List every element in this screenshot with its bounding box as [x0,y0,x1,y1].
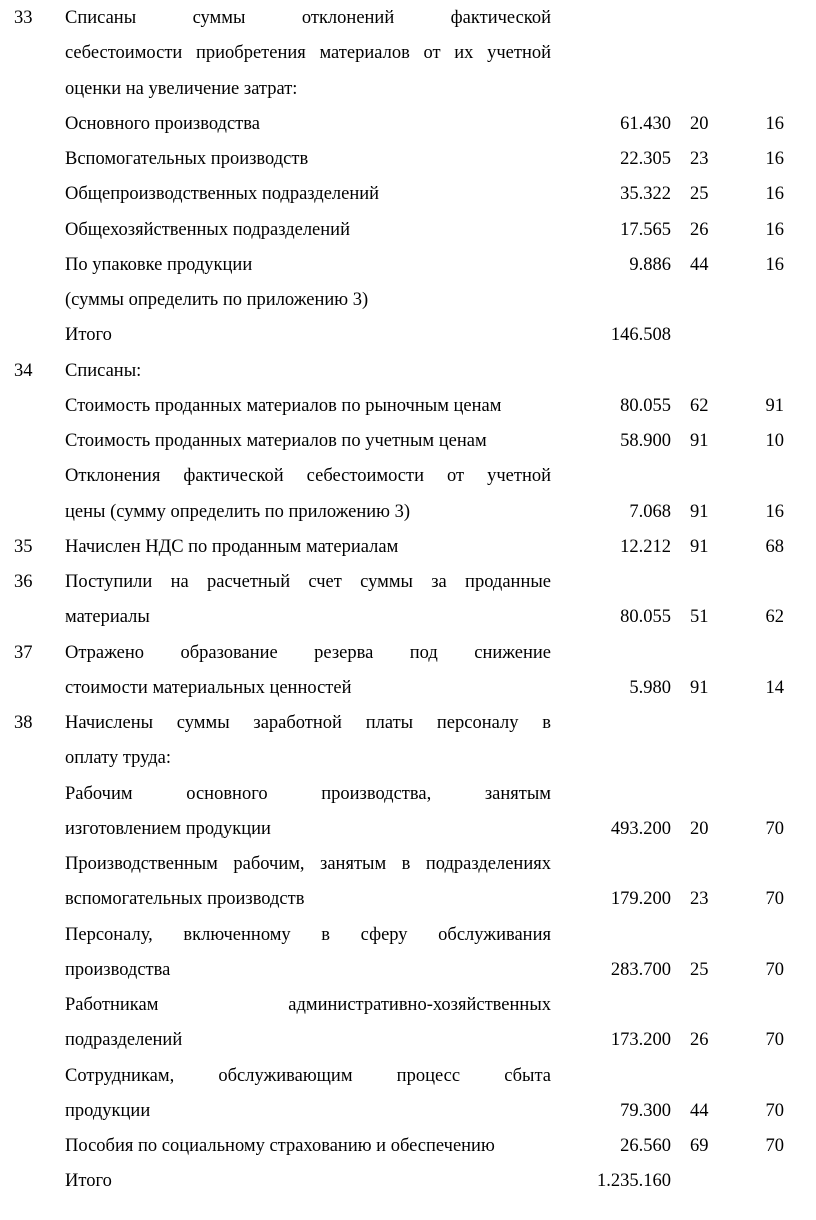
table-row [0,318,816,353]
entry-number: 33 [14,8,33,28]
table-row [0,918,816,953]
table-row [0,636,816,671]
entry-description: (суммы определить по приложению 3) [65,290,369,310]
entry-description: Списаны: [65,360,142,381]
credit-account: 16 [765,113,784,134]
entry-amount: 493.200 [610,818,671,839]
entry-description: продукции [65,1100,151,1121]
entry-amount: 35.322 [620,184,671,205]
table-row [0,1094,816,1129]
credit-account: 62 [765,607,784,628]
debit-account: 51 [690,607,709,628]
table-row [0,72,816,107]
credit-account: 68 [765,536,784,557]
table-row [0,988,816,1023]
entry-description: Списаны суммы отклонений фактической [65,8,551,28]
table-row [0,600,816,635]
table-row [0,882,816,917]
entry-description: Стоимость проданных материалов по рыночным ценам [65,395,502,416]
entry-description: изготовлением продукции [65,818,271,839]
entry-description: Персоналу, включенному в сферу обслуживания [65,924,551,945]
entry-description: Итого [65,325,112,346]
entry-description: стоимости материальных ценностей [65,677,352,698]
entry-description: Работникам административно-хозяйственных [65,995,551,1015]
debit-account: 91 [690,536,709,557]
table-row [0,1129,816,1164]
entry-amount: 61.430 [620,113,671,134]
entry-description: Начислен НДС по проданным материалам [65,536,399,557]
table-row [0,812,816,847]
entry-number: 38 [14,713,33,733]
entry-description: Производственным рабочим, занятым в подразделениях [65,854,551,874]
table-row [0,459,816,494]
debit-account: 91 [690,501,709,522]
entry-description: Основного производства [65,113,260,134]
entry-number: 37 [14,642,33,663]
entry-description: Пособия по социальному страхованию и обеспечению [65,1136,495,1156]
entry-description: Отражено образование резерва под снижение [65,642,551,663]
entry-description: цены (сумму определить по приложению 3) [65,501,411,522]
debit-account: 23 [690,889,709,910]
entry-description: Стоимость проданных материалов по учетным ценам [65,431,487,451]
debit-account: 20 [690,113,709,134]
credit-account: 14 [765,677,784,698]
credit-account: 70 [765,889,784,910]
table-row [0,248,816,283]
entry-description: По упаковке продукции [65,254,253,275]
table-row [0,565,816,600]
entry-amount: 7.068 [629,501,671,522]
debit-account: 25 [690,959,709,980]
entry-number: 34 [14,360,33,381]
table-row [0,706,816,741]
debit-account: 26 [690,219,709,240]
table-row [0,671,816,706]
credit-account: 70 [765,818,784,839]
table-row [0,424,816,459]
entry-number: 36 [14,572,33,592]
debit-account: 91 [690,677,709,698]
entry-amount: 1.235.160 [597,1171,671,1192]
entry-description: подразделений [65,1030,183,1051]
table-row [0,142,816,177]
table-row [0,741,816,776]
table-row [0,107,816,142]
table-row [0,1164,816,1199]
entry-amount: 80.055 [620,607,671,628]
entry-description: Рабочим основного производства, занятым [65,783,551,804]
entry-description: оплату труда: [65,748,171,769]
credit-account: 16 [765,501,784,522]
entry-number: 35 [14,536,33,557]
table-row [0,389,816,424]
table-row [0,177,816,212]
credit-account: 70 [765,1100,784,1121]
entry-amount: 9.886 [629,254,671,275]
entry-description: производства [65,959,171,980]
entry-amount: 22.305 [620,149,671,169]
entry-description: Общехозяйственных подразделений [65,219,350,240]
entry-description: вспомогательных производств [65,889,305,910]
debit-account: 25 [690,184,709,205]
credit-account: 70 [765,1030,784,1051]
entry-amount: 179.200 [610,889,671,910]
debit-account: 20 [690,818,709,839]
entry-description: Итого [65,1171,112,1192]
entry-description: Сотрудникам, обслуживающим процесс сбыта [65,1065,551,1086]
credit-account: 16 [765,149,784,169]
entry-amount: 5.980 [629,677,671,698]
table-row [0,953,816,988]
entry-description: Начислены суммы заработной платы персоналу в [65,713,551,733]
entry-amount: 283.700 [610,959,671,980]
entry-description: Вспомогательных производств [65,149,309,169]
debit-account: 44 [690,1100,709,1121]
debit-account: 23 [690,149,709,169]
table-row [0,495,816,530]
entry-description: себестоимости приобретения материалов от их учетной [65,43,551,64]
table-row [0,213,816,248]
credit-account: 16 [765,184,784,205]
credit-account: 16 [765,219,784,240]
entry-amount: 79.300 [620,1100,671,1121]
table-row [0,36,816,71]
entry-amount: 80.055 [620,395,671,416]
debit-account: 62 [690,395,709,416]
debit-account: 26 [690,1030,709,1051]
table-row [0,530,816,565]
entry-amount: 12.212 [620,536,671,557]
credit-account: 70 [765,959,784,980]
entry-amount: 173.200 [610,1030,671,1051]
table-row [0,1,816,36]
table-row [0,1059,816,1094]
table-row [0,283,816,318]
credit-account: 91 [765,395,784,416]
entry-description: Отклонения фактической себестоимости от учетной [65,466,551,487]
credit-account: 10 [765,431,784,451]
entry-amount: 17.565 [620,219,671,240]
entry-amount: 58.900 [620,431,671,451]
debit-account: 91 [690,431,709,451]
entry-description: Общепроизводственных подразделений [65,184,380,205]
entry-description: Поступили на расчетный счет суммы за проданные [65,572,551,592]
debit-account: 69 [690,1136,709,1156]
entry-amount: 146.508 [610,325,671,346]
table-row [0,1023,816,1058]
debit-account: 44 [690,254,709,275]
table-row [0,777,816,812]
credit-account: 70 [765,1136,784,1156]
entry-description: материалы [65,607,150,628]
entry-description: оценки на увеличение затрат: [65,78,298,99]
table-row [0,354,816,389]
entry-amount: 26.560 [620,1136,671,1156]
table-row [0,847,816,882]
credit-account: 16 [765,254,784,275]
